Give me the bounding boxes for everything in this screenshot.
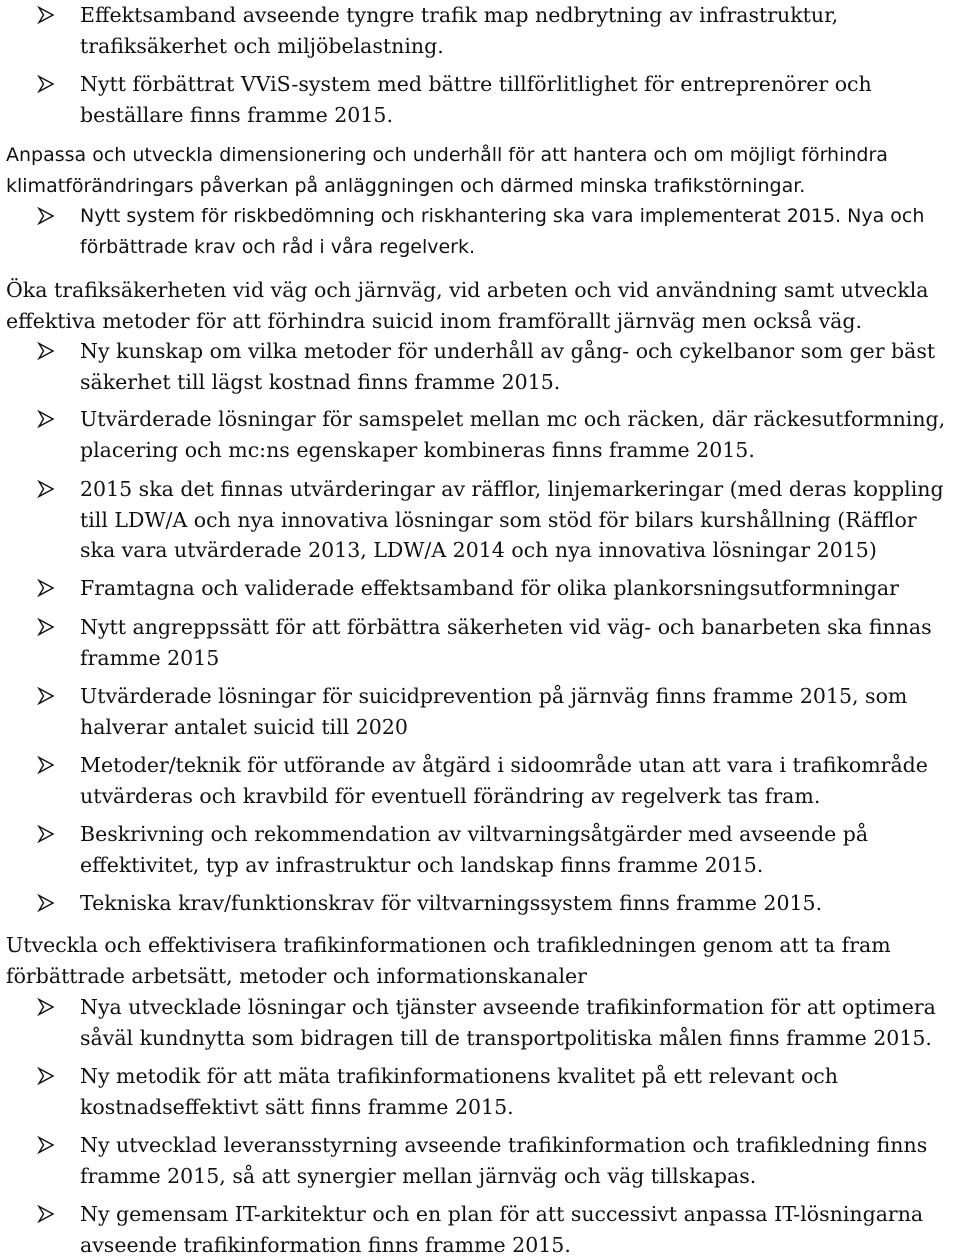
list-item-text: Utvärderade lösningar för suicidprevention på järnväg finns framme 2015, som halverar antalet suicid till 2020 (80, 684, 908, 739)
section-heading-traffic-info: Utveckla och effektivisera trafikinformationen och trafikledningen genom att ta fram förbättrade arbetsätt, metoder och informationskanaler (6, 933, 891, 988)
arrowhead-bullet-icon (33, 573, 59, 603)
list-item-text: Utvärderade lösningar för samspelet mellan mc och räcken, där räckesutformning, placering och mc:ns egenskaper kombineras finns framme 2015. (80, 407, 946, 462)
list-item-text: Ny gemensam IT-arkitektur och en plan för att successivt anpassa IT-lösningarna avseende trafikinformation finns framme 2015. (80, 1202, 924, 1257)
list-item (0, 1130, 960, 1200)
list-item-text: Nytt förbättrat VViS-system med bättre tillförlitlighet för entreprenörer och beställare finns framme 2015. (80, 72, 872, 127)
arrowhead-bullet-icon (33, 819, 59, 849)
list-item-text: Beskrivning och rekommendation av viltvarningsåtgärder med avseende på effektivitet, typ av infrastruktur och landskap finns framme 2015. (80, 822, 869, 877)
arrowhead-bullet-icon (33, 888, 59, 918)
list-item-text: Nya utvecklade lösningar och tjänster avseende trafikinformation för att optimera såväl kundnytta som bidragen till de transportpolitiska målen finns framme 2015. (80, 995, 936, 1050)
arrowhead-bullet-icon (33, 1199, 59, 1229)
list-item (0, 573, 960, 607)
list-item (0, 201, 960, 271)
list-item-text: 2015 ska det finnas utvärderingar av räfflor, linjemarkeringar (med deras koppling till LDW/A och nya innovativa lösningar som stöd för bilars kurshållning (Räfflor ska vara utvärderade 2013, LDW/A 2014 och nya innovativa lösningar 2015) (80, 477, 944, 562)
list-item (0, 681, 960, 751)
arrowhead-bullet-icon (33, 336, 59, 366)
list-item-text: Framtagna och validerade effektsamband för olika plankorsningsutformningar (80, 576, 899, 600)
list-item-text: Ny kunskap om vilka metoder för underhåll av gång- och cykelbanor som ger bäst säkerhet till lägst kostnad finns framme 2015. (80, 339, 936, 394)
arrowhead-bullet-icon (33, 474, 59, 504)
arrowhead-bullet-icon (33, 612, 59, 642)
list-item-text: Ny metodik för att mäta trafikinformationens kvalitet på ett relevant och kostnadseffektivt sätt finns framme 2015. (80, 1064, 838, 1119)
arrowhead-bullet-icon (33, 69, 59, 99)
list-item-text: Nytt system för riskbedömning och riskhantering ska vara implementerat 2015. Nya och förbättrade krav och råd i våra regelverk. (80, 205, 925, 258)
arrowhead-bullet-icon (33, 992, 59, 1022)
list-item (0, 0, 960, 70)
arrowhead-bullet-icon (33, 404, 59, 434)
list-item (0, 888, 960, 922)
list-item (0, 1061, 960, 1131)
arrowhead-bullet-icon (33, 750, 59, 780)
list-item-text: Nytt angreppssätt för att förbättra säkerheten vid väg- och banarbeten ska finnas framme 2015 (80, 615, 932, 670)
list-item (0, 404, 960, 474)
list-item (0, 336, 960, 406)
list-item-text: Ny utvecklad leveransstyrning avseende trafikinformation och trafikledning finns framme 2015, så att synergier mellan järnväg och väg tillskapas. (80, 1133, 928, 1188)
list-item (0, 474, 960, 574)
list-item (0, 612, 960, 682)
list-item (0, 992, 960, 1062)
arrowhead-bullet-icon (33, 0, 59, 30)
arrowhead-bullet-icon (33, 1130, 59, 1160)
list-item (0, 69, 960, 139)
arrowhead-bullet-icon (33, 681, 59, 711)
list-item-text: Effektsamband avseende tyngre trafik map nedbrytning av infrastruktur, trafiksäkerhet och miljöbelastning. (80, 3, 839, 58)
list-item-text: Tekniska krav/funktionskrav för viltvarningssystem finns framme 2015. (80, 891, 823, 915)
section-heading-safety: Öka trafiksäkerheten vid väg och järnväg, vid arbeten och vid användning samt utveckla effektiva metoder för att förhindra suicid inom framförallt järnväg men också väg. (6, 278, 929, 333)
list-item (0, 1199, 960, 1256)
arrowhead-bullet-icon (33, 201, 59, 231)
list-item-text: Metoder/teknik för utförande av åtgärd i sidoområde utan att vara i trafikområde utvärderas och kravbild för eventuell förändring av regelverk tas fram. (80, 753, 928, 808)
arrowhead-bullet-icon (33, 1061, 59, 1091)
section-heading-climate: Anpassa och utveckla dimensionering och underhåll för att hantera och om möjligt förhindra klimatförändringars påverkan på anläggningen och därmed minska trafikstörningar. (6, 144, 888, 197)
list-item (0, 819, 960, 889)
list-item (0, 750, 960, 820)
